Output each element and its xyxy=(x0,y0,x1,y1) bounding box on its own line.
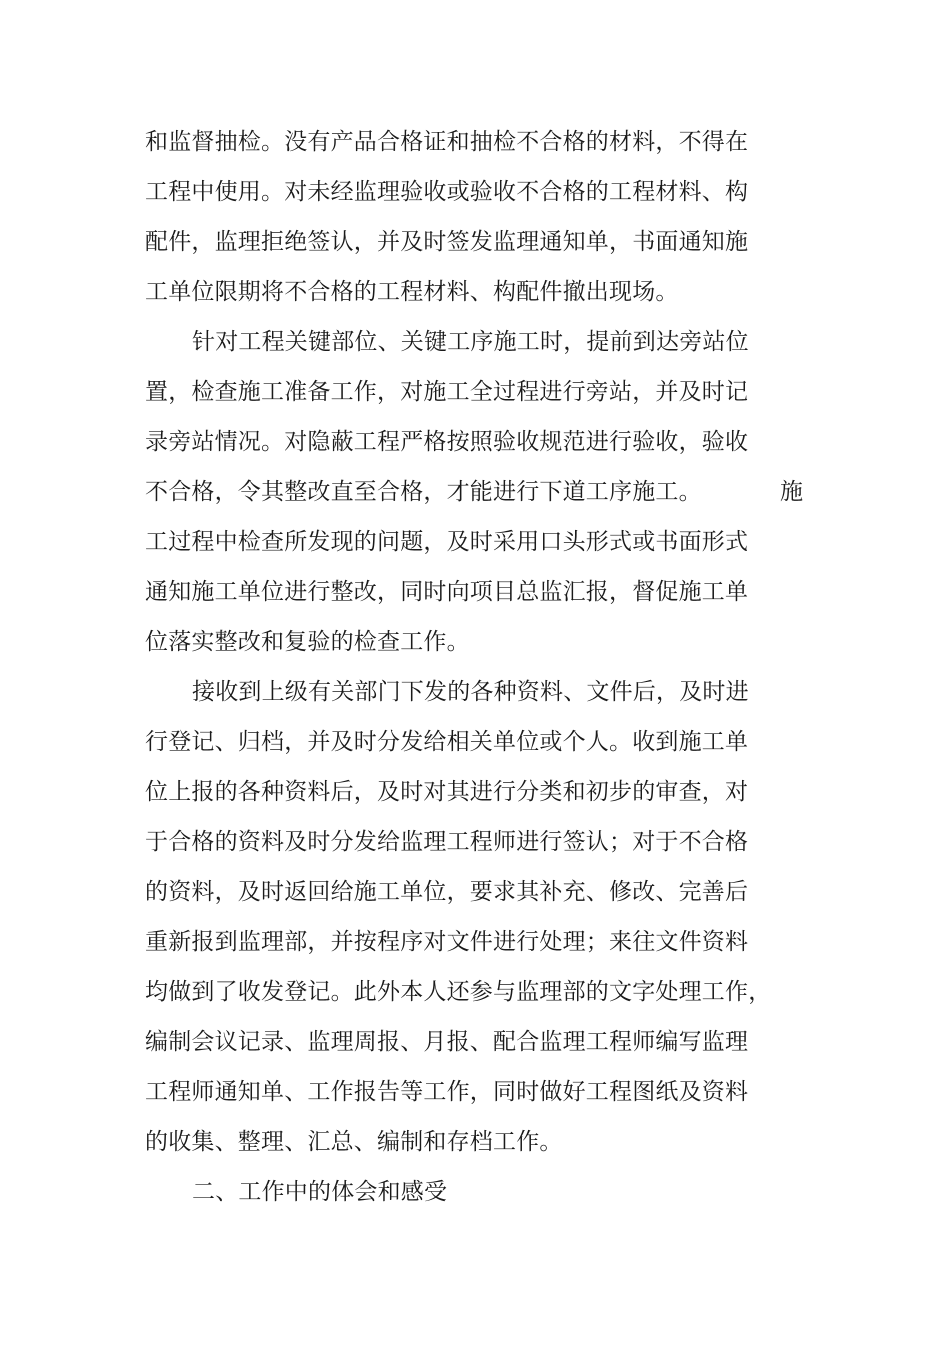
text-line: 于合格的资料及时分发给监理工程师进行签认；对于不合格 xyxy=(145,829,749,855)
text-line: 的收集、整理、汇总、编制和存档工作。 xyxy=(145,1129,563,1155)
text-line: 的资料，及时返回给施工单位，要求其补充、修改、完善后 xyxy=(145,879,749,905)
text-line: 置，检查施工准备工作，对施工全过程进行旁站，并及时记 xyxy=(145,379,749,405)
text-line: 配件，监理拒绝签认，并及时签发监理通知单，书面通知施 xyxy=(145,229,749,255)
text-line: 行登记、归档，并及时分发给相关单位或个人。收到施工单 xyxy=(145,729,749,755)
text-line: 均做到了收发登记。此外本人还参与监理部的文字处理工作， xyxy=(145,979,772,1005)
text-line: 工单位限期将不合格的工程材料、构配件撤出现场。 xyxy=(145,279,679,305)
text-line: 位落实整改和复验的检查工作。 xyxy=(145,629,470,655)
text-line: 不合格，令其整改直至合格，才能进行下道工序施工。 xyxy=(145,479,702,505)
text-line: 通知施工单位进行整改，同时向项目总监汇报，督促施工单 xyxy=(145,579,749,605)
text-line: 工过程中检查所发现的问题，及时采用口头形式或书面形式 xyxy=(145,529,749,555)
text-line: 位上报的各种资料后，及时对其进行分类和初步的审查，对 xyxy=(145,779,749,805)
text-line: 工程中使用。对未经监理验收或验收不合格的工程材料、构 xyxy=(145,179,749,205)
text-line: 录旁站情况。对隐蔽工程严格按照验收规范进行验收，验收 xyxy=(145,429,749,455)
text-line: 和监督抽检。没有产品合格证和抽检不合格的材料，不得在 xyxy=(145,129,749,155)
paragraph-first-line: 接收到上级有关部门下发的各种资料、文件后，及时进 xyxy=(192,679,749,705)
section-heading: 二、工作中的体会和感受 xyxy=(192,1179,448,1205)
stray-character: 施 xyxy=(780,479,803,505)
text-line: 工程师通知单、工作报告等工作，同时做好工程图纸及资料 xyxy=(145,1079,749,1105)
paragraph-first-line: 针对工程关键部位、关键工序施工时，提前到达旁站位 xyxy=(192,329,749,355)
text-line: 编制会议记录、监理周报、月报、配合监理工程师编写监理 xyxy=(145,1029,749,1055)
text-line: 重新报到监理部，并按程序对文件进行处理；来往文件资料 xyxy=(145,929,749,955)
